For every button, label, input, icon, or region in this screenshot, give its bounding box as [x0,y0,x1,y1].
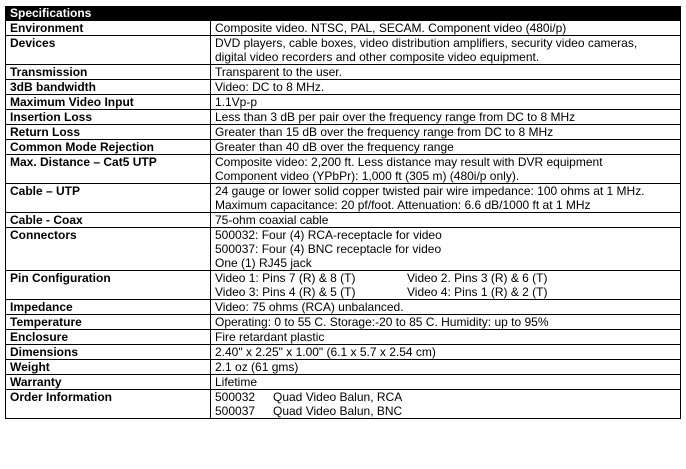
order-line [215,390,676,404]
spec-label: Order Information [6,390,211,419]
order-description: Quad Video Balun, RCA [273,390,403,404]
spec-label: Weight [6,360,211,375]
spec-value-line: Video: 75 ohms (RCA) unbalanced. [215,300,404,314]
spec-label: Max. Distance – Cat5 UTP [6,155,211,184]
order-code: 500032 [215,390,256,404]
spec-value-line: Fire retardant plastic [215,330,325,344]
spec-label: Dimensions [6,345,211,360]
spec-value-line: One (1) RJ45 jack [215,256,312,270]
pin-config-entry: Video 4: Pins 1 (R) & 2 (T) [407,285,548,299]
specifications-table [5,6,681,419]
spec-value [211,110,681,125]
spec-label: Common Mode Rejection [6,140,211,155]
spec-label: Impedance [6,300,211,315]
spec-label: Connectors [6,228,211,271]
table-row [6,345,681,360]
spec-value [211,184,681,213]
spec-label: Environment [6,21,211,36]
spec-label: Transmission [6,65,211,80]
order-code: 500037 [215,404,256,418]
pin-config-line [215,285,676,299]
spec-value [211,21,681,36]
spec-value-line: 24 gauge or lower solid copper twisted pair wire impedance: 100 ohms at 1 MHz. [215,184,645,198]
table-row [6,36,681,65]
table-row [6,390,681,419]
spec-value [211,330,681,345]
spec-value [211,65,681,80]
pin-config-entry: Video 1: Pins 7 (R) & 8 (T) [215,271,356,285]
spec-value-line: Less than 3 dB per pair over the frequency range from DC to 8 MHz [215,110,576,124]
table-row [6,315,681,330]
spec-value-line: Maximum capacitance: 20 pf/foot. Attenuation: 6.6 dB/1000 ft at 1 MHz [215,198,591,212]
spec-value-line: 500032: Four (4) RCA-receptacle for video [215,228,442,242]
table-row [6,360,681,375]
table-row [6,330,681,345]
spec-value-line: Video: DC to 8 MHz. [215,80,325,94]
spec-value-line: 1.1Vp-p [215,95,258,109]
spec-label: Pin Configuration [6,271,211,300]
spec-value [211,80,681,95]
table-title: Specifications [6,7,681,21]
pin-config-entry: Video 3: Pins 4 (R) & 5 (T) [215,285,356,299]
spec-value [211,95,681,110]
table-body [6,21,681,419]
table-row [6,375,681,390]
spec-label: Cable - Coax [6,213,211,228]
spec-value-line: Composite video. NTSC, PAL, SECAM. Component video (480i/p) [215,21,567,35]
spec-value [211,300,681,315]
table-row [6,300,681,315]
spec-value [211,315,681,330]
spec-label: Cable – UTP [6,184,211,213]
table-row [6,95,681,110]
table-row [6,110,681,125]
spec-label: Enclosure [6,330,211,345]
table-row [6,184,681,213]
pin-config-entry: Video 2. Pins 3 (R) & 6 (T) [407,271,548,285]
table-row [6,21,681,36]
spec-value-line: 75-ohm coaxial cable [215,213,329,227]
spec-value [211,360,681,375]
spec-value [211,375,681,390]
spec-label: 3dB bandwidth [6,80,211,95]
spec-label: Maximum Video Input [6,95,211,110]
table-row [6,228,681,271]
spec-value-line: Component video (YPbPr): 1,000 ft (305 m) (480i/p only). [215,169,520,183]
spec-value-line: Lifetime [215,375,258,389]
table-row [6,140,681,155]
spec-value [211,271,681,300]
spec-value-line: Composite video: 2,200 ft. Less distance may result with DVR equipment [215,155,603,169]
table-row [6,271,681,300]
spec-value-line: Transparent to the user. [215,65,342,79]
spec-value [211,155,681,184]
spec-value [211,140,681,155]
spec-label: Devices [6,36,211,65]
spec-value-line: 500037: Four (4) BNC receptacle for video [215,242,442,256]
spec-value [211,125,681,140]
pin-config-line [215,271,676,285]
table-header-row [6,7,681,21]
spec-value-line: 2.1 oz (61 gms) [215,360,299,374]
spec-value [211,390,681,419]
table-row [6,213,681,228]
spec-label: Return Loss [6,125,211,140]
table-row [6,125,681,140]
spec-value [211,213,681,228]
spec-label: Temperature [6,315,211,330]
spec-value [211,345,681,360]
order-description: Quad Video Balun, BNC [273,404,403,418]
spec-value-line: Greater than 40 dB over the frequency range [215,140,454,154]
order-line [215,404,676,418]
table-row [6,80,681,95]
spec-value [211,228,681,271]
spec-label: Insertion Loss [6,110,211,125]
spec-value-line: DVD players, cable boxes, video distribution amplifiers, security video cameras, [215,36,638,50]
spec-value-line: digital video recorders and other composite video equipment. [215,50,540,64]
spec-value [211,36,681,65]
spec-label: Warranty [6,375,211,390]
spec-value-line: 2.40" x 2.25" x 1.00" (6.1 x 5.7 x 2.54 cm) [215,345,436,359]
spec-value-line: Greater than 15 dB over the frequency range from DC to 8 MHz [215,125,554,139]
table-row [6,155,681,184]
spec-value-line: Operating: 0 to 55 C. Storage:-20 to 85 C. Humidity: up to 95% [215,315,549,329]
table-row [6,65,681,80]
